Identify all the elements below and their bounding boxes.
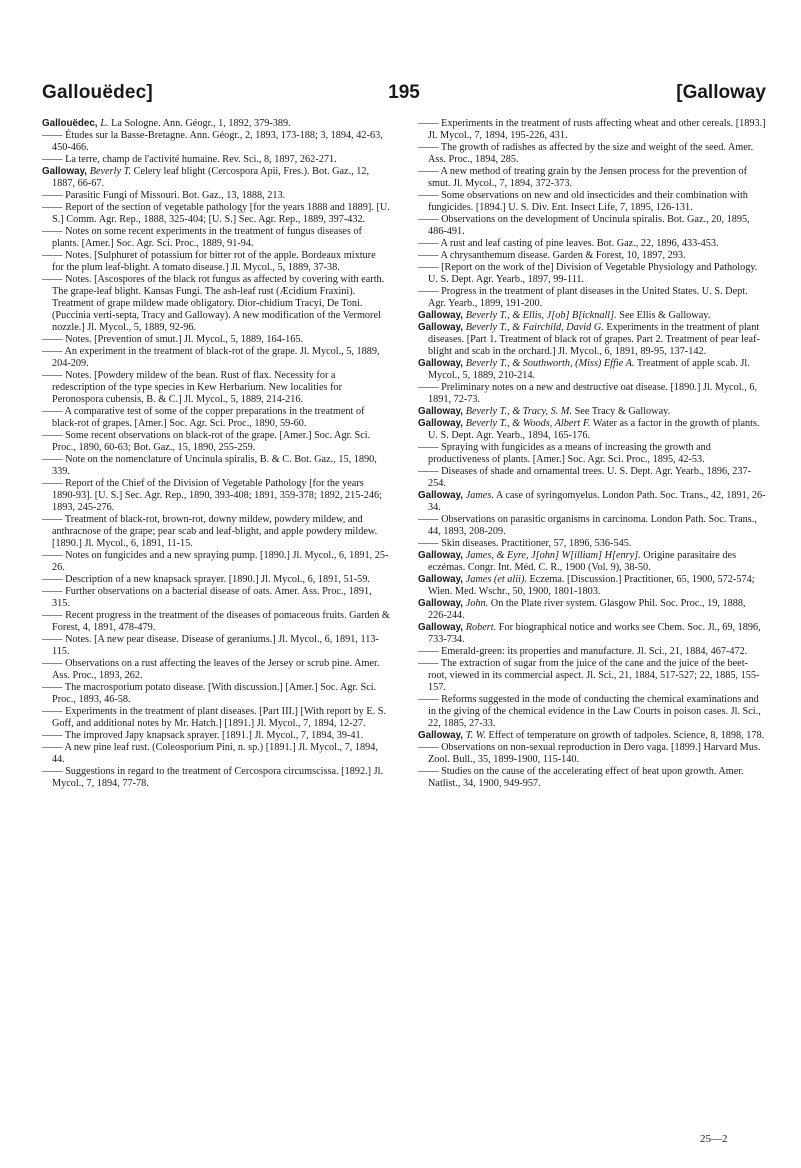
bibliography-entry bbox=[42, 706, 390, 730]
bibliography-entry bbox=[42, 250, 390, 274]
entry-author-surname: Galloway, bbox=[418, 598, 466, 609]
entry-author-surname: Galloway, bbox=[418, 622, 466, 633]
bibliography-entry bbox=[42, 154, 390, 166]
entry-citation: —— Notes. [Powdery mildew of the bean. Rust of flax. Necessity for a redescription of the type species in Kew Herbarium. New localities for Peronospora cubensis, B. & C.] Jl. Mycol., 5, 1889, 214-216. bbox=[42, 370, 343, 405]
entry-citation: —— Some observations on new and old insecticides and their combination with fungicides. [1894.] U. S. Div. Ent. Insect Life, 7, 1895, 126-131. bbox=[418, 190, 748, 213]
entry-citation: —— Further observations on a bacterial disease of oats. Amer. Ass. Proc., 1891, 315. bbox=[42, 586, 372, 609]
entry-citation: Effect of temperature on growth of tadpoles. Science, 8, 1898, 178. bbox=[485, 730, 765, 741]
entry-citation: Water as a factor in the growth of plants. U. S. Dept. Agr. Yearb., 1894, 165-176. bbox=[428, 418, 760, 441]
entry-citation: Eczema. [Discussion.] Practitioner, 65, 1900, 572-574; Wien. Med. Wschr., 50, 1900, 1801-1803. bbox=[428, 574, 755, 597]
entry-citation: On the Plate river system. Glasgow Phil. Soc. Proc., 19, 1888, 226-244. bbox=[428, 598, 746, 621]
entry-author-given: Beverly T., & Fairchild, David G. bbox=[465, 322, 604, 333]
header-left-guide-word: Gallouëdec] bbox=[42, 82, 153, 103]
entry-citation: —— Observations on the development of Uncinula spiralis. Bot. Gaz., 20, 1895, 486-491. bbox=[418, 214, 750, 237]
bibliography-entry bbox=[418, 262, 766, 286]
entry-citation: —— Notes. [Sulphuret of potassium for bitter rot of the apple. Bordeaux mixture for the plum leaf-blight. A tomato disease.] Jl. Mycol., 5, 1889, 37-38. bbox=[42, 250, 376, 273]
bibliography-entry bbox=[418, 238, 766, 250]
bibliography-entry bbox=[418, 742, 766, 766]
entry-citation: —— Parasitic Fungi of Missouri. Bot. Gaz., 13, 1888, 213. bbox=[42, 190, 286, 201]
entry-citation: La Sologne. Ann. Géogr., 1, 1892, 379-389. bbox=[108, 118, 291, 129]
entry-citation: —— Études sur la Basse-Bretagne. Ann. Géogr., 2, 1893, 173-188; 3, 1894, 42-63, 450-466. bbox=[42, 130, 383, 153]
bibliography-entry bbox=[42, 406, 390, 430]
bibliography-entry bbox=[42, 190, 390, 202]
bibliography-entry bbox=[42, 202, 390, 226]
bibliography-entry bbox=[42, 610, 390, 634]
entry-citation: Celery leaf blight (Cercospora Apii, Fres.). Bot. Gaz., 12, 1887, 66-67. bbox=[52, 166, 370, 189]
entry-citation: —— The macrosporium potato disease. [With discussion.] [Amer.] Soc. Agr. Sci. Proc., 1893, 46-58. bbox=[42, 682, 377, 705]
entry-citation: See Ellis & Galloway. bbox=[616, 310, 711, 321]
entry-citation: —— An experiment in the treatment of black-rot of the grape. Jl. Mycol., 5, 1889, 204-209. bbox=[42, 346, 380, 369]
entry-author-given: Robert. bbox=[465, 622, 497, 633]
signature-mark: 25—2 bbox=[700, 1133, 728, 1145]
entry-citation: —— A comparative test of some of the copper preparations in the treatment of black-rot of grapes. [Amer.] Soc. Agr. Sci. Proc., 1890, 59-60. bbox=[42, 406, 365, 429]
entry-author-surname: Galloway, bbox=[418, 730, 466, 741]
entry-author-surname: Galloway, bbox=[42, 166, 90, 177]
bibliography-entry bbox=[42, 166, 390, 190]
entry-citation: —— The extraction of sugar from the juice of the cane and the juice of the beet-root, viewed in its commercial aspect. Jl. Sci., 21, 1884, 517-527; 22, 1885, 155-157. bbox=[418, 658, 760, 693]
bibliography-entry bbox=[418, 190, 766, 214]
bibliography-entry bbox=[418, 646, 766, 658]
bibliography-entry bbox=[418, 658, 766, 694]
bibliography-entry bbox=[42, 550, 390, 574]
entry-author-surname: Galloway, bbox=[418, 322, 466, 333]
bibliography-entry bbox=[42, 574, 390, 586]
bibliography-entry bbox=[42, 634, 390, 658]
entry-author-given: Beverly T., & Tracy, S. M. bbox=[465, 406, 573, 417]
entry-citation: —— Reforms suggested in the mode of conducting the chemical examinations and in the giving of the chemical evidence in the Law Courts in poison cases. Jl. Sci., 22, 1885, 27-33. bbox=[418, 694, 761, 729]
bibliography-entry bbox=[42, 682, 390, 706]
entry-author-surname: Galloway, bbox=[418, 550, 466, 561]
entry-citation: —— The growth of radishes as affected by the size and weight of the seed. Amer. Ass. Proc., 1894, 285. bbox=[418, 142, 754, 165]
bibliography-entry bbox=[42, 274, 390, 334]
bibliography-entry bbox=[42, 130, 390, 154]
entry-citation: See Tracy & Galloway. bbox=[572, 406, 671, 417]
entry-citation: —— Notes. [Prevention of smut.] Jl. Mycol., 5, 1889, 164-165. bbox=[42, 334, 304, 345]
entry-author-given: James. bbox=[465, 490, 494, 501]
bibliography-entry bbox=[42, 730, 390, 742]
bibliography-entry bbox=[418, 514, 766, 538]
entry-citation: —— Notes. [A new pear disease. Disease of geraniums.] Jl. Mycol., 6, 1891, 113-115. bbox=[42, 634, 379, 657]
bibliography-entry bbox=[418, 406, 766, 418]
entry-citation: —— Experiments in the treatment of rusts affecting wheat and other cereals. [1893.] Jl. Mycol., 7, 1894, 195-226, 431. bbox=[418, 118, 766, 141]
bibliography-entry bbox=[418, 322, 766, 358]
entry-citation: —— Suggestions in regard to the treatment of Cercospora circumscissa. [1892.] Jl. Mycol., 7, 1894, 77-78. bbox=[42, 766, 384, 789]
bibliography-entry bbox=[418, 466, 766, 490]
entry-author-given: T. W. bbox=[465, 730, 486, 741]
bibliography-entry bbox=[42, 370, 390, 406]
bibliography-entry bbox=[42, 334, 390, 346]
entry-citation: —— Recent progress in the treatment of the diseases of pomaceous fruits. Garden & Forest, 4, 1891, 478-479. bbox=[42, 610, 390, 633]
bibliography-entry bbox=[418, 382, 766, 406]
entry-citation: —— Treatment of black-rot, brown-rot, downy mildew, powdery mildew, and anthracnose of the grape; pear scab and leaf-blight, and apple powdery mildew. [1890.] Jl. Mycol., 6, 1891, 11-15. bbox=[42, 514, 378, 549]
entry-author-given: James (et alii). bbox=[465, 574, 527, 585]
bibliography-entry bbox=[42, 346, 390, 370]
bibliography-entry bbox=[418, 286, 766, 310]
entry-citation: —— Some recent observations on black-rot of the grape. [Amer.] Soc. Agr. Sci. Proc., 1890, 60-63; Bot. Gaz., 15, 1890, 255-259. bbox=[42, 430, 371, 453]
entry-author-surname: Galloway, bbox=[418, 406, 466, 417]
entry-citation: —— Progress in the treatment of plant diseases in the United States. U. S. Dept. Agr. Yearb., 1899, 191-200. bbox=[418, 286, 748, 309]
entry-citation: Treatment of apple scab. Jl. Mycol., 5, 1889, 210-214. bbox=[428, 358, 750, 381]
bibliography-entry bbox=[42, 586, 390, 610]
entry-citation: —— A new pine leaf rust. (Coleosporium Pini, n. sp.) [1891.] Jl. Mycol., 7, 1894, 44. bbox=[42, 742, 378, 765]
bibliography-entry bbox=[42, 430, 390, 454]
entry-author-given: John. bbox=[465, 598, 489, 609]
header-right-guide-word: [Galloway bbox=[676, 82, 766, 103]
bibliography-entry bbox=[42, 766, 390, 790]
bibliography-entry bbox=[42, 454, 390, 478]
entry-citation: —— Notes on fungicides and a new spraying pump. [1890.] Jl. Mycol., 6, 1891, 25-26. bbox=[42, 550, 389, 573]
entry-author-surname: Galloway, bbox=[418, 418, 466, 429]
entry-author-surname: Gallouëdec, bbox=[42, 118, 101, 129]
entry-citation: —— Notes on some recent experiments in the treatment of fungus diseases of plants. [Amer.] Soc. Agr. Sci. Proc., 1889, 91-94. bbox=[42, 226, 362, 249]
entry-author-given: Beverly T., & Southworth, (Miss) Effie A. bbox=[465, 358, 635, 369]
bibliography-entry bbox=[418, 250, 766, 262]
bibliography-entry bbox=[418, 142, 766, 166]
entry-citation: Experiments in the treatment of plant diseases. [Part 1. Treatment of black rot of grapes. Part 2. Treatment of pear leaf-blight and scab in the orchard.] Jl. Mycol., 6, 1891, 89-95, 137-142. bbox=[428, 322, 760, 357]
entry-citation: —— A chrysanthemum disease. Garden & Forest, 10, 1897, 293. bbox=[418, 250, 686, 261]
entry-citation: Origine parasitaire des eczémas. Congr. Int. Méd. C. R., 1900 (Vol. 9), 38-50. bbox=[428, 550, 737, 573]
entry-citation: For biographical notice and works see Chem. Soc. Jl., 69, 1896, 733-734. bbox=[428, 622, 761, 645]
entry-citation: —— Skin diseases. Practitioner, 57, 1896, 536-545. bbox=[418, 538, 632, 549]
bibliography-entry bbox=[418, 694, 766, 730]
entry-citation: —— Emerald-green: its properties and manufacture. Jl. Sci., 21, 1884, 467-472. bbox=[418, 646, 748, 657]
entry-citation: —— [Report on the work of the] Division of Vegetable Physiology and Pathology. U. S. Dept. Agr. Yearb., 1897, 99-111. bbox=[418, 262, 758, 285]
bibliography-entry bbox=[418, 490, 766, 514]
bibliography-entry bbox=[42, 514, 390, 550]
entry-citation: —— Notes. [Ascospores of the black rot fungus as affected by covering with earth. The grape-leaf blight. Kansas Fungi. The ash-leaf rust (Æcidium Fraxini). Treatment of grape mildew made obligatory. Dior-chidium Tracyi, De Toni. (Puccinia verti-septa, Tracy and Galloway). A new modification of the Vermorel nozzle.] Jl. Mycol., 5, 1889, 92-96. bbox=[42, 274, 385, 333]
right-column bbox=[418, 118, 766, 790]
bibliography-entry bbox=[418, 550, 766, 574]
entry-citation: —— Diseases of shade and ornamental trees. U. S. Dept. Agr. Yearb., 1896, 237-254. bbox=[418, 466, 752, 489]
bibliography-entry bbox=[418, 538, 766, 550]
bibliography-entry bbox=[418, 766, 766, 790]
bibliography-entry bbox=[418, 214, 766, 238]
bibliography-entry bbox=[42, 658, 390, 682]
entry-citation: —— Observations on non-sexual reproduction in Dero vaga. [1899.] Harvard Mus. Zool. Bull., 35, 1899-1900, 115-140. bbox=[418, 742, 761, 765]
bibliography-entry bbox=[418, 442, 766, 466]
running-header bbox=[42, 82, 766, 108]
page-number: 195 bbox=[388, 82, 420, 103]
entry-author-surname: Galloway, bbox=[418, 490, 466, 501]
entry-citation: —— Experiments in the treatment of plant diseases. [Part III.] [With report by E. S. Goff, and additional notes by Mr. Hatch.] [1891.] Jl. Mycol., 7, 1894, 12-27. bbox=[42, 706, 387, 729]
entry-citation: —— Preliminary notes on a new and destructive oat disease. [1890.] Jl. Mycol., 6, 1891, 72-73. bbox=[418, 382, 758, 405]
entry-author-given: Beverly T., & Ellis, J[ob] B[icknall]. bbox=[465, 310, 617, 321]
left-column bbox=[42, 118, 390, 790]
entry-author-given: James, & Eyre, J[ohn] W[illiam] H[enry]. bbox=[465, 550, 641, 561]
entry-citation: A case of syringomyelus. London Path. Soc. Trans., 42, 1891, 26-34. bbox=[428, 490, 766, 513]
bibliography-entry bbox=[42, 478, 390, 514]
bibliography-entry bbox=[418, 730, 766, 742]
entry-citation: —— Description of a new knapsack sprayer. [1890.] Jl. Mycol., 6, 1891, 51-59. bbox=[42, 574, 370, 585]
bibliography-entry bbox=[418, 166, 766, 190]
bibliography-entry bbox=[42, 226, 390, 250]
entry-citation: —— The improved Japy knapsack sprayer. [1891.] Jl. Mycol., 7, 1894, 39-41. bbox=[42, 730, 364, 741]
bibliography-entry bbox=[42, 742, 390, 766]
entry-author-given: Beverly T. bbox=[89, 166, 132, 177]
bibliography-entry bbox=[418, 358, 766, 382]
entry-author-surname: Galloway, bbox=[418, 358, 466, 369]
entry-citation: —— Report of the section of vegetable pathology [for the years 1888 and 1889]. [U. S.] Comm. Agr. Rep., 1888, 325-404; [U. S.] Sec. Agr. Rep., 1889, 397-432. bbox=[42, 202, 390, 225]
entry-citation: —— Studies on the cause of the accelerating effect of heat upon growth. Amer. Natlist., 34, 1900, 949-957. bbox=[418, 766, 744, 789]
entry-author-surname: Galloway, bbox=[418, 310, 466, 321]
bibliography-entry bbox=[418, 310, 766, 322]
entry-citation: —— Note on the nomenclature of Uncinula spiralis, B. & C. Bot. Gaz., 15, 1890, 339. bbox=[42, 454, 377, 477]
bibliography-entry bbox=[418, 118, 766, 142]
entry-citation: —— La terre, champ de l'activité humaine. Rev. Sci., 8, 1897, 262-271. bbox=[42, 154, 337, 165]
entry-citation: —— Report of the Chief of the Division of Vegetable Pathology [for the years 1890-93]. [U. S.] Sec. Agr. Rep., 1890, 393-408; 1891, 359-378; 1892, 215-246; 1893, 245-276. bbox=[42, 478, 382, 513]
bibliography-entry bbox=[418, 622, 766, 646]
entry-citation: —— Observations on a rust affecting the leaves of the Jersey or scrub pine. Amer. Ass. Proc., 1893, 262. bbox=[42, 658, 380, 681]
entry-citation: —— Observations on parasitic organisms in carcinoma. London Path. Soc. Trans., 44, 1893, 208-209. bbox=[418, 514, 757, 537]
entry-citation: —— A rust and leaf casting of pine leaves. Bot. Gaz., 22, 1896, 433-453. bbox=[418, 238, 719, 249]
bibliography-entry bbox=[418, 598, 766, 622]
entry-citation: —— Spraying with fungicides as a means of increasing the growth and productiveness of plants. [Amer.] Soc. Agr. Sci. Proc., 1895, 42-53. bbox=[418, 442, 711, 465]
entry-author-given: L. bbox=[100, 118, 109, 129]
bibliography-entry bbox=[418, 418, 766, 442]
entry-citation: —— A new method of treating grain by the Jensen process for the prevention of smut. Jl. Mycol., 7, 1894, 372-373. bbox=[418, 166, 748, 189]
entry-author-surname: Galloway, bbox=[418, 574, 466, 585]
bibliography-entry bbox=[418, 574, 766, 598]
bibliography-entry bbox=[42, 118, 390, 130]
entry-author-given: Beverly T., & Woods, Albert F. bbox=[465, 418, 591, 429]
